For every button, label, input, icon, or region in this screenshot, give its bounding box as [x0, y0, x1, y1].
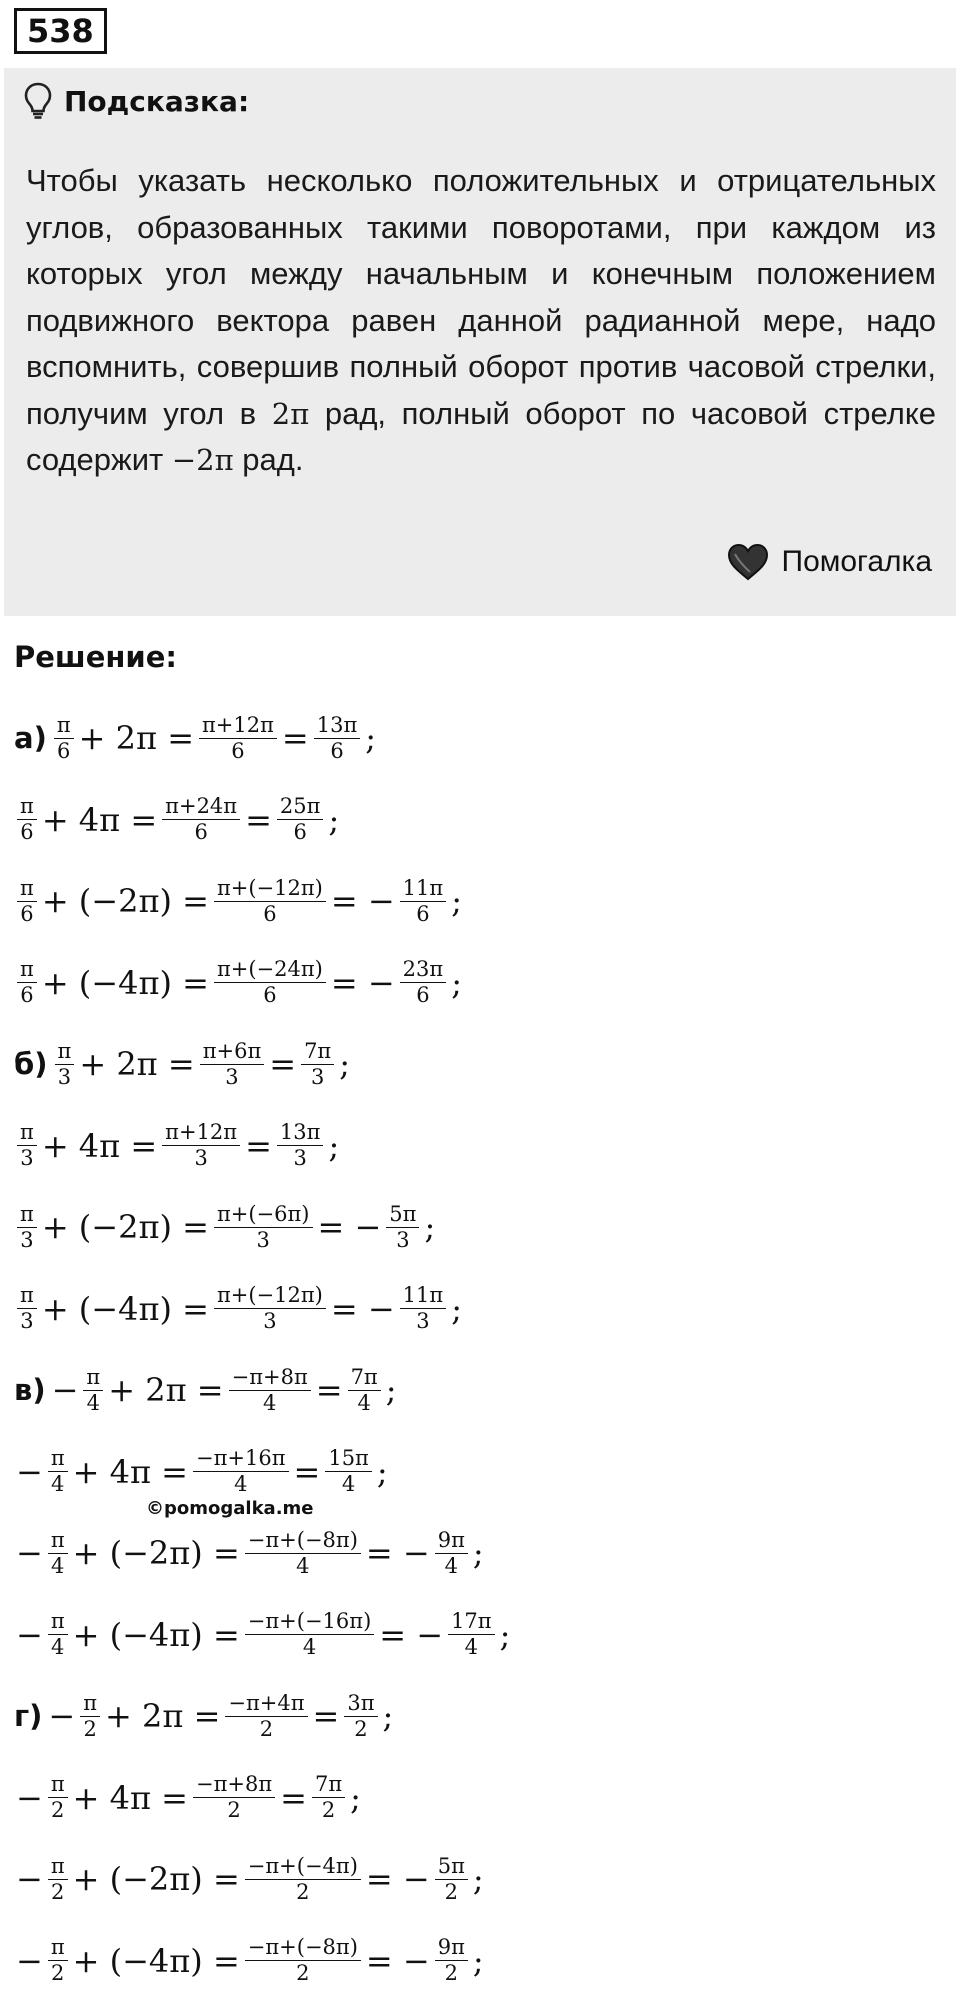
hint-header [24, 82, 249, 120]
math-text: − [16, 1860, 43, 1898]
math-text: = − [330, 1289, 395, 1328]
math-text: + (−2π) = [41, 882, 209, 920]
math-text: ; [350, 1778, 361, 1817]
fraction [245, 1528, 361, 1579]
solution-line [14, 698, 378, 778]
denominator: 2 [51, 1961, 65, 1985]
numerator: 23π [400, 957, 447, 983]
denominator: 6 [330, 738, 344, 763]
math-text: ; [499, 1615, 511, 1654]
math-text: + 2π = [108, 1371, 224, 1409]
fraction [325, 1446, 372, 1497]
hint-text [26, 158, 936, 484]
denominator: 4 [341, 1472, 356, 1496]
fraction [312, 1772, 345, 1823]
fraction [344, 1691, 377, 1742]
fraction [162, 1120, 240, 1171]
denominator: 3 [256, 1227, 270, 1252]
fraction [277, 794, 324, 845]
fraction [17, 1283, 37, 1334]
fraction [225, 1691, 307, 1742]
brand-name: Помогалка [781, 545, 932, 578]
numerator: −π+8π [193, 1772, 275, 1798]
denominator: 6 [20, 820, 34, 844]
fraction [245, 1609, 375, 1660]
solution-line [14, 780, 341, 860]
fraction [400, 1283, 447, 1334]
numerator: π [17, 1120, 37, 1146]
math-text: + 4π = [41, 800, 158, 839]
item-label: б) [14, 1047, 48, 1081]
math-text: = [245, 800, 272, 839]
denominator: 3 [310, 1064, 325, 1089]
fraction [55, 1039, 75, 1090]
denominator: 4 [234, 1472, 248, 1496]
numerator: −π+(−8π) [245, 1935, 361, 1961]
denominator: 6 [263, 901, 277, 926]
numerator: 7π [348, 1365, 381, 1391]
denominator: 6 [416, 901, 430, 926]
denominator: 2 [444, 1879, 458, 1904]
solution-line [14, 1758, 363, 1838]
watermark: ©pomogalka.me [146, 1498, 314, 1519]
math-text: = [280, 1778, 307, 1817]
math-text: = − [379, 1615, 444, 1654]
numerator: π [48, 1528, 68, 1554]
denominator: 3 [396, 1227, 410, 1252]
math-text: + 2π = [105, 1697, 221, 1735]
math-text: − [16, 1778, 43, 1817]
denominator: 4 [302, 1635, 317, 1659]
denominator: 2 [51, 1798, 65, 1822]
math-text: = [269, 1045, 297, 1083]
numerator: π+12π [199, 713, 277, 739]
denominator: 4 [51, 1553, 65, 1578]
fraction [277, 1120, 324, 1171]
numerator: π [48, 1609, 68, 1635]
solution-line [14, 1513, 486, 1593]
math-text: ; [382, 1697, 394, 1735]
solution-line [14, 1595, 512, 1675]
math-text: ; [472, 1534, 484, 1572]
denominator: 3 [225, 1064, 239, 1089]
numerator: −π+(−4π) [245, 1854, 361, 1880]
task-number: 538 [14, 8, 107, 54]
numerator: π [17, 794, 37, 820]
math-text: ; [328, 1126, 340, 1165]
math-text: = [293, 1452, 321, 1491]
numerator: π [48, 1854, 68, 1880]
fraction [448, 1609, 495, 1660]
denominator: 2 [83, 1716, 97, 1741]
math-text: + (−4π) = [41, 1289, 209, 1328]
math-text: ; [385, 1371, 397, 1409]
fraction [48, 1609, 68, 1660]
solution-line [14, 1269, 464, 1349]
item-label: а) [14, 721, 47, 755]
numerator: −π+(−16π) [245, 1609, 375, 1635]
numerator: 13π [277, 1120, 324, 1146]
math-text: = − [365, 1860, 430, 1898]
numerator: π [80, 1691, 100, 1717]
solution-line [14, 1839, 486, 1919]
hint-box [4, 68, 956, 616]
math-text: ; [451, 963, 462, 1002]
hint-text-part2: рад, полный оборот по часовой стрелке содержит [26, 395, 936, 477]
math-text: ; [376, 1452, 388, 1491]
numerator: π [48, 1772, 68, 1798]
numerator: π+(−12π) [214, 876, 326, 902]
numerator: π+(−24π) [214, 957, 326, 983]
fraction [301, 1039, 334, 1090]
denominator: 3 [263, 1309, 277, 1333]
math-text: + 4π = [41, 1126, 158, 1165]
hint-text-part1: Чтобы указать несколько положительных и отрицательных углов, образованных такими поворотами, при каждом из которых угол между начальным и конечным положением подвижного вектора равен данной радианной мере, надо вспомнить, совершив полный оборот против часовой стрелки, получим угол в [26, 163, 936, 431]
denominator: 4 [296, 1553, 310, 1578]
fraction [48, 1772, 68, 1823]
denominator: 4 [444, 1553, 458, 1578]
numerator: 17π [448, 1609, 495, 1635]
denominator: 2 [354, 1716, 368, 1741]
fraction [80, 1691, 100, 1742]
numerator: π+12π [162, 1120, 240, 1146]
numerator: π+(−12π) [214, 1283, 326, 1309]
numerator: π [17, 1202, 37, 1228]
numerator: π+(−6π) [214, 1202, 313, 1228]
hint-math-2: −2π [171, 443, 234, 477]
denominator: 4 [51, 1472, 65, 1496]
denominator: 2 [259, 1716, 274, 1741]
math-text: − [48, 1697, 76, 1735]
numerator: −π+16π [193, 1446, 289, 1472]
denominator: 6 [263, 983, 277, 1007]
math-text: ; [451, 1289, 462, 1328]
denominator: 6 [231, 738, 245, 763]
denominator: 2 [444, 1961, 458, 1985]
fraction [400, 957, 447, 1008]
denominator: 3 [20, 1309, 34, 1333]
denominator: 4 [51, 1635, 65, 1659]
fraction [245, 1854, 361, 1905]
numerator: 7π [301, 1039, 334, 1065]
math-text: + (−2π) = [41, 1208, 209, 1246]
denominator: 6 [293, 820, 307, 844]
math-text: = − [365, 1941, 430, 1980]
fraction [314, 713, 361, 764]
solution-line [14, 1024, 352, 1104]
numerator: 25π [277, 794, 324, 820]
hint-math-1: 2π [271, 396, 310, 431]
solution-line [14, 861, 464, 941]
fraction [435, 1528, 468, 1579]
math-text: − [16, 1534, 43, 1572]
denominator: 6 [57, 738, 71, 763]
numerator: π [17, 957, 37, 983]
denominator: 6 [194, 820, 208, 844]
fraction [214, 1202, 313, 1253]
numerator: −π+(−8π) [245, 1528, 361, 1554]
fraction [229, 1365, 311, 1416]
math-text: = − [330, 882, 395, 920]
fraction [386, 1202, 419, 1253]
math-text: ; [339, 1045, 351, 1083]
denominator: 2 [51, 1879, 65, 1904]
fraction [435, 1935, 468, 1986]
math-text: ; [365, 719, 377, 757]
denominator: 4 [357, 1390, 371, 1415]
solution-line [14, 1350, 399, 1430]
math-text: = − [330, 963, 395, 1002]
denominator: 6 [20, 983, 34, 1007]
denominator: 3 [293, 1146, 307, 1170]
numerator: π [83, 1365, 103, 1391]
math-text: + 4π = [72, 1778, 188, 1817]
fraction [400, 876, 447, 927]
math-text: − [16, 1941, 43, 1980]
math-text: = [315, 1371, 343, 1409]
denominator: 6 [20, 901, 34, 926]
math-text: ; [451, 882, 462, 920]
fraction [54, 713, 74, 764]
solution-line [14, 943, 464, 1023]
numerator: 5π [386, 1202, 419, 1228]
numerator: π+24π [162, 794, 240, 820]
fraction [48, 1854, 68, 1905]
numerator: π [48, 1446, 68, 1472]
numerator: π [48, 1935, 68, 1961]
math-text: + 4π = [72, 1452, 188, 1491]
fraction [193, 1446, 289, 1497]
solution-line [14, 1187, 437, 1267]
fraction [214, 1283, 326, 1334]
fraction [193, 1772, 275, 1823]
solution-line [14, 1106, 341, 1186]
math-text: − [16, 1615, 43, 1654]
numerator: 3π [344, 1691, 377, 1717]
math-text: − [51, 1371, 79, 1409]
fraction [348, 1365, 381, 1416]
numerator: 11π [400, 876, 447, 902]
fraction [162, 794, 240, 845]
fraction [17, 794, 37, 845]
math-text: + (−4π) = [72, 1615, 240, 1654]
solution-line [14, 1921, 486, 2001]
numerator: 13π [314, 713, 361, 739]
numerator: π [17, 1283, 37, 1309]
fraction [17, 957, 37, 1008]
numerator: 5π [435, 1854, 468, 1880]
hint-text-part3: рад. [242, 442, 304, 477]
denominator: 4 [86, 1390, 101, 1415]
solution-line [14, 1676, 395, 1756]
numerator: π+6π [200, 1039, 265, 1065]
fraction [199, 713, 277, 764]
denominator: 6 [416, 983, 430, 1007]
denominator: 3 [57, 1064, 72, 1089]
denominator: 2 [296, 1961, 310, 1985]
solution-title: Решение: [14, 640, 178, 674]
numerator: −π+8π [229, 1365, 311, 1391]
numerator: −π+4π [225, 1691, 307, 1717]
math-text: ; [472, 1941, 484, 1980]
fraction [435, 1854, 468, 1905]
denominator: 2 [321, 1798, 336, 1822]
fraction [245, 1935, 361, 1986]
hint-title: Подсказка: [64, 84, 250, 118]
fraction [17, 1202, 37, 1253]
numerator: 7π [312, 1772, 345, 1798]
math-text: + (−2π) = [72, 1534, 240, 1572]
numerator: 9π [435, 1528, 468, 1554]
denominator: 3 [20, 1146, 34, 1170]
fraction [214, 957, 326, 1008]
math-text: + 2π = [78, 719, 194, 757]
math-text: + 2π = [79, 1045, 195, 1083]
numerator: π [54, 713, 74, 739]
math-text: − [16, 1452, 43, 1491]
fraction [214, 876, 326, 927]
item-label: в) [14, 1373, 46, 1407]
fraction [48, 1935, 68, 1986]
math-text: = [245, 1126, 272, 1165]
fraction [17, 876, 37, 927]
numerator: 15π [325, 1446, 372, 1472]
fraction [83, 1365, 103, 1416]
denominator: 3 [194, 1146, 208, 1170]
lightbulb-icon [24, 82, 52, 120]
denominator: 4 [262, 1390, 277, 1415]
math-text: = [281, 719, 309, 757]
item-label: г) [14, 1699, 43, 1733]
denominator: 4 [464, 1635, 479, 1659]
math-text: = [312, 1697, 340, 1735]
numerator: 11π [400, 1283, 447, 1309]
math-text: = − [317, 1208, 382, 1246]
denominator: 2 [227, 1798, 241, 1822]
fraction [48, 1528, 68, 1579]
heart-icon [726, 542, 770, 582]
math-text: + (−4π) = [41, 963, 209, 1002]
brand [726, 542, 933, 582]
denominator: 2 [296, 1879, 310, 1904]
numerator: 9π [435, 1935, 468, 1961]
math-text: ; [424, 1208, 436, 1246]
fraction [200, 1039, 265, 1090]
math-text: + (−2π) = [72, 1860, 240, 1898]
math-text: + (−4π) = [72, 1941, 240, 1980]
numerator: π [55, 1039, 75, 1065]
denominator: 3 [416, 1309, 430, 1333]
math-text: = − [365, 1534, 430, 1572]
math-text: ; [328, 800, 340, 839]
denominator: 3 [20, 1227, 34, 1252]
numerator: π [17, 876, 37, 902]
math-text: ; [472, 1860, 484, 1898]
fraction [17, 1120, 37, 1171]
fraction [48, 1446, 68, 1497]
